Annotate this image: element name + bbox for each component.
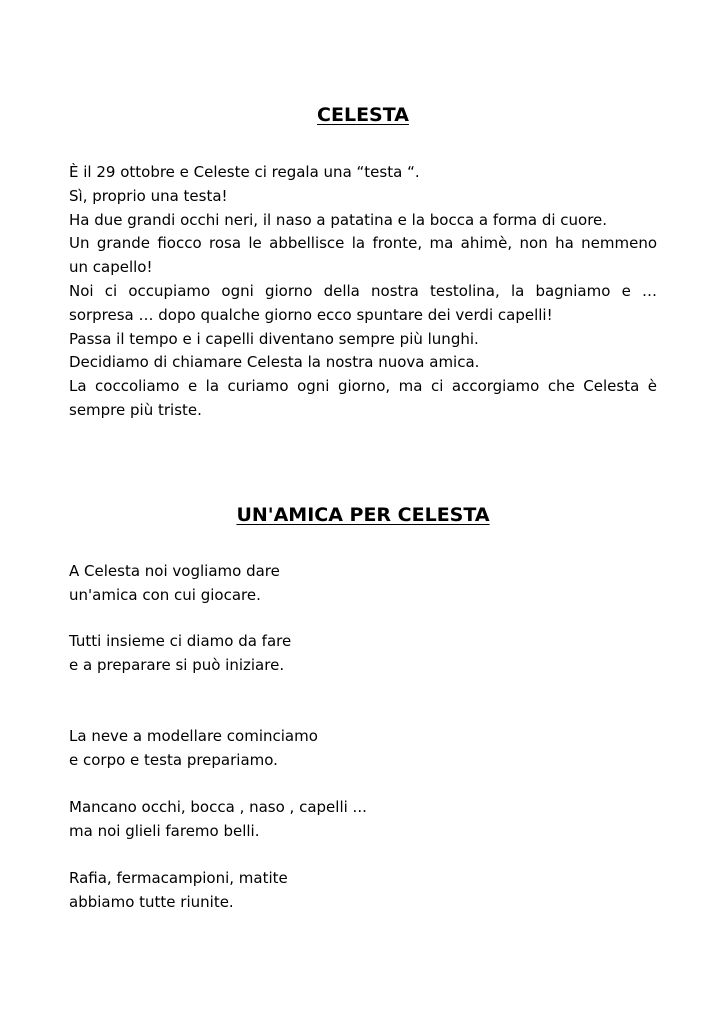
poem-line: La neve a modellare cominciamo (69, 727, 318, 745)
poem-line: abbiamo tutte riunite. (69, 892, 234, 911)
story-line: Un grande fiocco rosa le abbellisce la fronte, ma ahimè, non ha nemmeno (69, 234, 657, 253)
poem-stanza (69, 867, 657, 914)
story-line: È il 29 ottobre e Celeste ci regala una “testa “. (69, 163, 420, 181)
poem-line: e corpo e testa prepariamo. (69, 750, 278, 769)
story-line: Ha due grandi occhi neri, il naso a patatina e la bocca a forma di cuore. (69, 210, 608, 229)
poem-line: Mancano occhi, bocca , naso , capelli ... (69, 798, 367, 816)
poem-stanza (69, 796, 657, 843)
poem-stanza (69, 630, 657, 677)
poem-title: UN'AMICA PER CELESTA (236, 504, 490, 526)
poem-line: un'amica con cui giocare. (69, 585, 261, 604)
story-line: sorpresa … dopo qualche giorno ecco spuntare dei verdi capelli! (69, 305, 553, 324)
story-line: Sì, proprio una testa! (69, 186, 228, 205)
poem-stanza (69, 725, 657, 772)
story-line: Decidiamo di chiamare Celesta la nostra nuova amica. (69, 353, 480, 372)
story-line: sempre più triste. (69, 400, 202, 419)
story-line: Passa il tempo e i capelli diventano sempre più lunghi. (69, 329, 479, 348)
poem-line: e a preparare si può iniziare. (69, 655, 285, 674)
story-line: Noi ci occupiamo ogni giorno della nostra testolina, la bagniamo e … (69, 281, 657, 300)
poem-stanza (69, 560, 657, 607)
story-text (69, 161, 657, 423)
poem-line: Tutti insieme ci diamo da fare (69, 632, 292, 650)
story-title: CELESTA (317, 104, 409, 126)
poem-line: A Celesta noi vogliamo dare (69, 562, 280, 580)
story-line: un capello! (69, 258, 153, 277)
poem-line: ma noi glieli faremo belli. (69, 821, 260, 840)
poem-line: Rafia, fermacampioni, matite (69, 869, 288, 887)
story-line: La coccoliamo e la curiamo ogni giorno, ma ci accorgiamo che Celesta è (69, 377, 657, 396)
